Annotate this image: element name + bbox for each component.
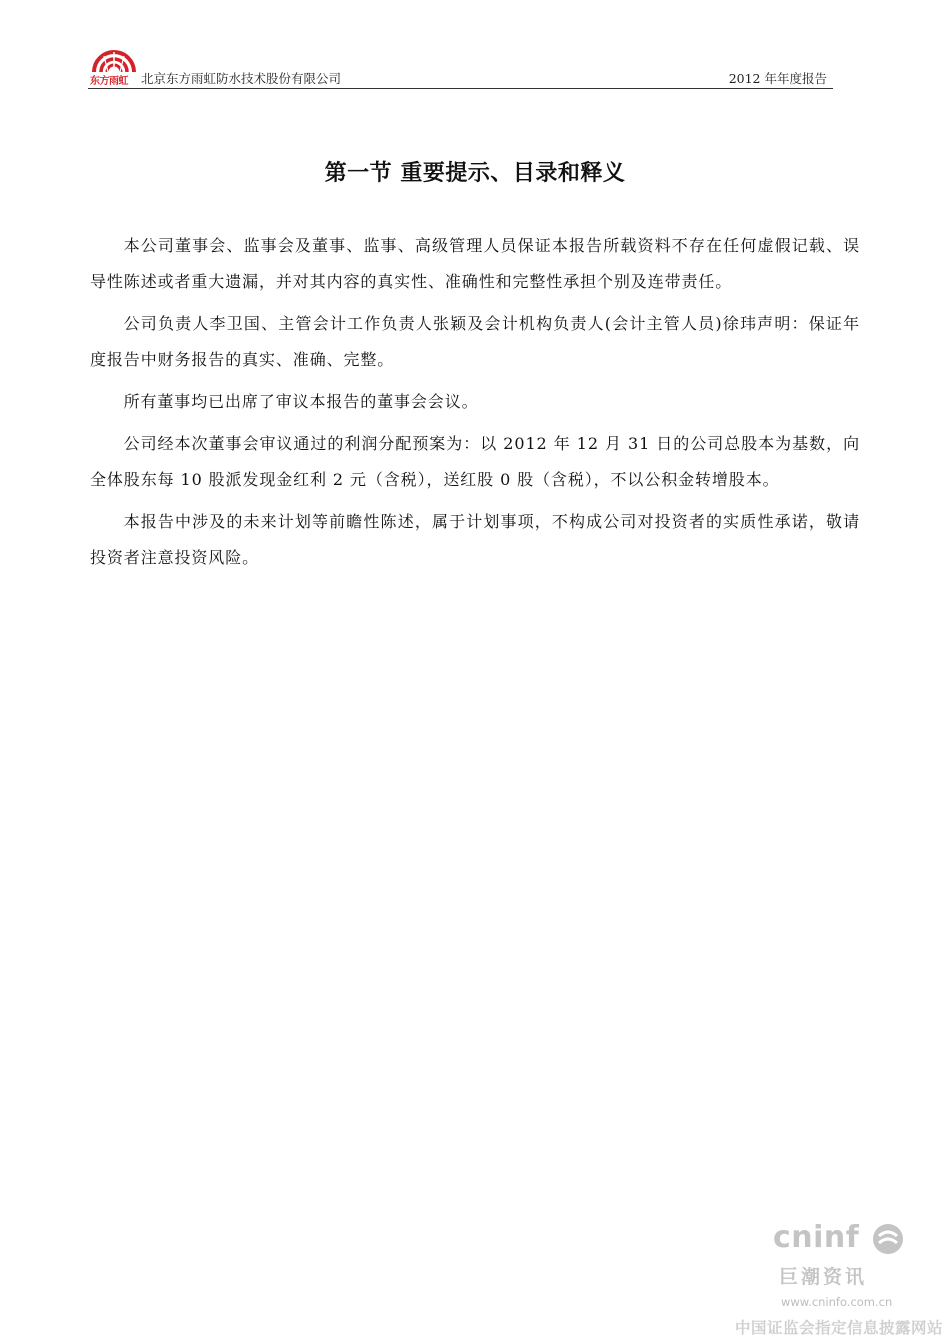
report-name: 2012 年年度报告 [728,71,827,86]
paragraph-responsible-persons: 公司负责人李卫国、主管会计工作负责人张颖及会计机构负责人(会计主管人员)徐玮声明：保证年度报告中财务报告的真实、准确、完整。 [90,314,860,369]
rainbow-arch-icon [90,44,138,74]
company-logo [90,44,138,86]
watermark-tagline: 中国证监会指定信息披露网站 [735,1319,944,1337]
cninfo-watermark [735,1220,945,1344]
logo-text: 东方雨虹 [90,76,128,87]
header-divider [88,88,833,89]
watermark-url: www.cninfo.com.cn [781,1295,893,1309]
paragraph-board-guarantee: 本公司董事会、监事会及董事、监事、高级管理人员保证本报告所载资料不存在任何虚假记载、误导性陈述或者重大遗漏，并对其内容的真实性、准确性和完整性承担个别及连带责任。 [90,236,860,291]
paragraph-profit-distribution: 公司经本次董事会审议通过的利润分配预案为：以 2012 年 12 月 31 日的公司总股本为基数，向全体股东每 10 股派发现金红利 2 元（含税），送红股 0 股（含税），不以公积金转增股本。 [90,434,860,489]
watermark-brand-cn: 巨潮资讯 [779,1266,868,1288]
document-body [90,228,860,582]
paragraph-forward-looking: 本报告中涉及的未来计划等前瞻性陈述，属于计划事项，不构成公司对投资者的实质性承诺，敬请投资者注意投资风险。 [90,512,860,567]
paragraph-directors-attendance: 所有董事均已出席了审议本报告的董事会会议。 [123,392,479,411]
section-title: 第一节 重要提示、目录和释义 [324,161,626,186]
cninfo-logo-icon [871,1222,905,1256]
company-name: 北京东方雨虹防水技术股份有限公司 [141,71,342,86]
page-header [88,44,833,90]
watermark-brand: cninf [773,1220,860,1255]
